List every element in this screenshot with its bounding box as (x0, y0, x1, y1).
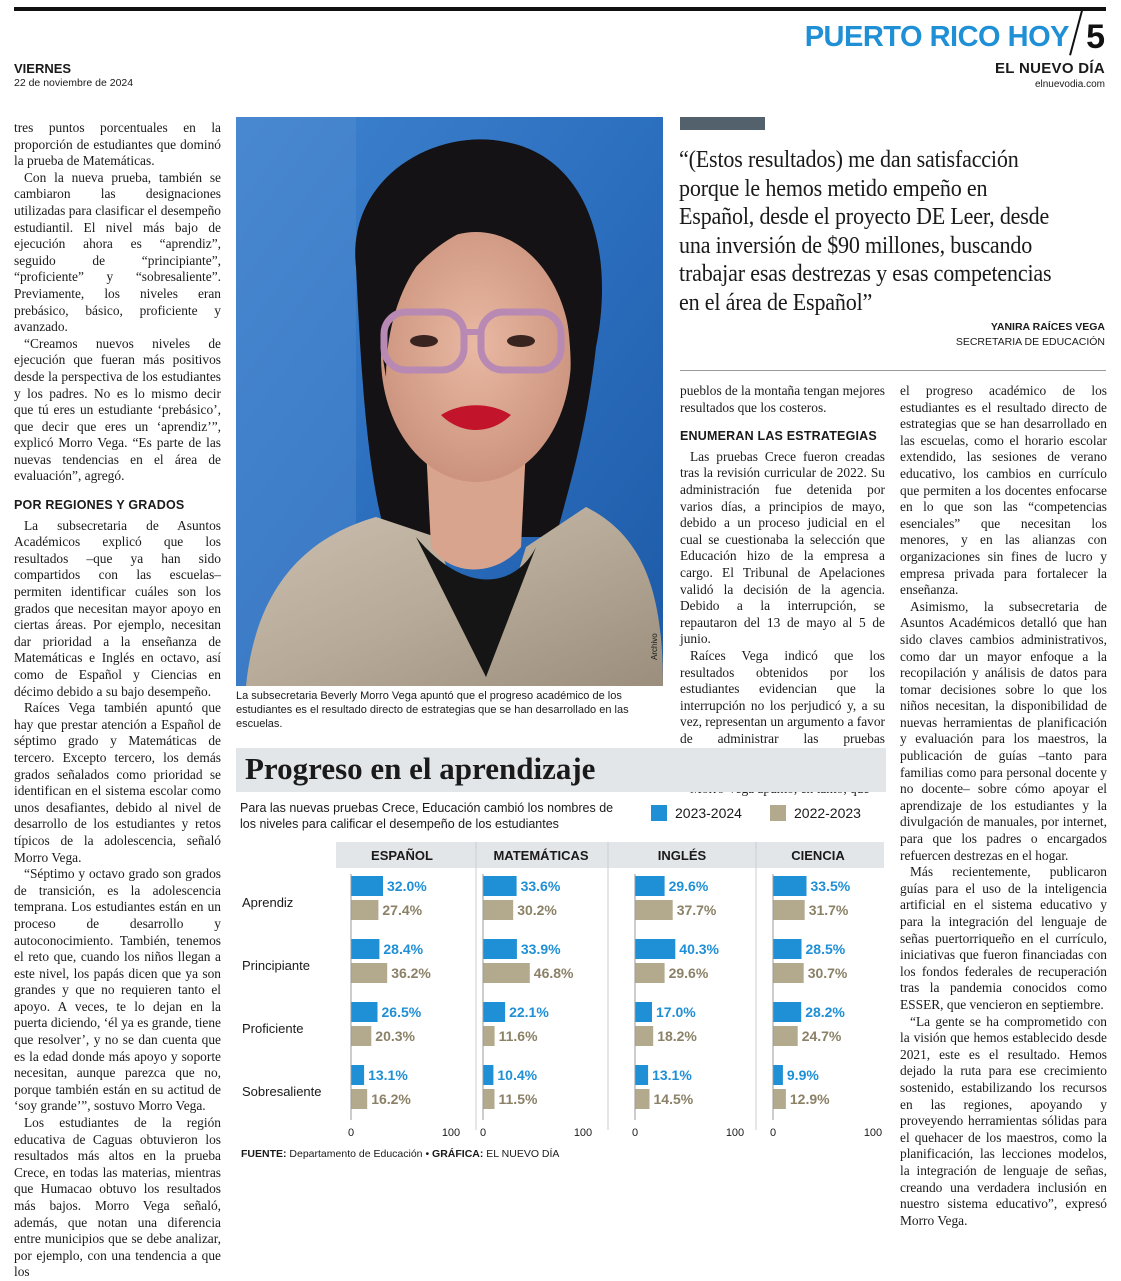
tick-label: 100 (441, 1127, 461, 1139)
bullet: • (425, 1148, 430, 1160)
source-value: Departamento de Educación (289, 1148, 423, 1160)
bar (351, 1089, 367, 1109)
graphic-label: GRÁFICA: (432, 1148, 484, 1160)
paragraph: Raíces Vega indicó que los resultados obtenidos por los estudiantes evidencian que la interrupción no los perjudicó y, a su vez, representan un argumento a favor de administrar las pruebas (680, 647, 885, 746)
legend-swatch (651, 805, 667, 821)
photo-caption: La subsecretaria Beverly Morro Vega apuntó que el progreso académico de los estudiantes es el resultado directo de estrategias que se han desarrollado en las escuelas. (236, 690, 629, 730)
data-label: 27.4% (382, 902, 423, 918)
bar (483, 900, 513, 920)
data-label: 29.6% (668, 878, 709, 894)
bar (351, 1026, 371, 1046)
data-label: 22.1% (509, 1004, 549, 1020)
data-label: 36.2% (391, 965, 431, 981)
paragraph: Los estudiantes de la región educativa de Caguas obtuvieron los resultados más altos en la prueba Crece, en todas las materias, mientras que Humacao obtuvo los resultados más bajos. Morro Vega señaló, además, que notan una diferencia entre municipios que se debe analizar, por ejemplo, con una tendencia a que los (14, 1115, 221, 1280)
bar (773, 1026, 798, 1046)
data-label: 10.4% (497, 1067, 538, 1083)
level-label: Proficiente (242, 1021, 304, 1036)
bar (773, 1089, 786, 1109)
bar (773, 939, 802, 959)
paragraph: Con la nueva prueba, también se cambiaron las designaciones utilizadas para clasificar el desempeño estudiantil. El nivel más bajo de ejecución ahora es “aprendiz”, seguido de “principiante”, “proficiente” y “sobresaliente”. Previamente, los niveles eran prebásico, básico, proficiente y avanzado. (14, 169, 221, 335)
bar (773, 963, 804, 983)
data-label: 11.5% (498, 1091, 538, 1107)
level-label: Principiante (242, 958, 310, 973)
data-label: 46.8% (533, 965, 574, 981)
subject-header: MATEMÁTICAS (493, 848, 589, 863)
data-label: 33.5% (810, 878, 851, 894)
section-title: PUERTO RICO HOY (804, 21, 1069, 53)
data-label: 13.1% (652, 1067, 692, 1083)
masthead-rule (14, 7, 1106, 11)
bar (351, 1002, 378, 1022)
bar (635, 900, 673, 920)
data-label: 30.2% (517, 902, 557, 918)
bar (635, 1089, 650, 1109)
bar (773, 876, 807, 896)
bar (483, 1065, 493, 1085)
pull-quote: “(Estos resultados) me dan satisfacción porque le hemos metido empeño en Español, desde el proyecto DE Leer, desde una inversión de $90 millones, buscando trabajar esas destrezas y esas competencias en el área de Español” (679, 146, 1052, 316)
article-column-3 (680, 383, 885, 797)
chart-title: Progreso en el aprendizaje (245, 751, 596, 786)
article-column-4 (900, 383, 1107, 1229)
source-label: FUENTE: (241, 1148, 287, 1160)
data-label: 40.3% (679, 941, 720, 957)
data-label: 28.5% (805, 941, 846, 957)
data-label: 24.7% (801, 1028, 842, 1044)
subheading: ENUMERAN LAS ESTRATEGIAS (680, 429, 877, 444)
quote-divider (680, 370, 1106, 371)
subject-header: CIENCIA (791, 848, 845, 863)
subject-header: ESPAÑOL (371, 848, 433, 863)
photo-credit: Archivo (650, 633, 659, 660)
page-number: 5 (1086, 18, 1105, 56)
article-column-1 (14, 120, 221, 1281)
tick-label: 0 (347, 1127, 355, 1139)
bar (773, 900, 805, 920)
header-slash (1069, 11, 1083, 56)
bar (351, 900, 378, 920)
tick-label: 100 (863, 1127, 883, 1139)
data-label: 16.2% (371, 1091, 411, 1107)
bar (351, 1065, 364, 1085)
newspaper-url[interactable]: elnuevodia.com (1034, 79, 1105, 90)
bar (351, 876, 383, 896)
date: 22 de noviembre de 2024 (14, 77, 134, 89)
data-label: 32.0% (387, 878, 427, 894)
bar (635, 1026, 653, 1046)
bar (483, 1026, 495, 1046)
paragraph: pueblos de la montaña tengan mejores resultados que los costeros. (680, 383, 885, 415)
weekday: VIERNES (14, 61, 72, 76)
bar (773, 1065, 783, 1085)
legend-2022-2023 (770, 805, 861, 821)
bar (483, 1002, 505, 1022)
bar (351, 963, 387, 983)
subject-header: INGLÉS (657, 848, 707, 863)
legend-label: 2023-2024 (675, 805, 742, 821)
chart-source (241, 1148, 559, 1160)
data-label: 29.6% (668, 965, 709, 981)
quote-accent-bar (680, 117, 765, 130)
paragraph: Raíces Vega también apuntó que hay que prestar atención a Español de séptimo grado y Matemáticas de tercero. Excepto tercero, los demás grados señalados como prioridad se identifican en el sistema escolar como unos desafiantes, debido al nivel de desarrollo de los estudiantes y retos típicos de la adolescencia, señaló Morro Vega. (14, 700, 221, 865)
paragraph: el progreso académico de los estudiantes es el resultado directo de estrategias que se han desarrollado en las escuelas, como el horario escolar extendido, las sesiones de verano educativo, los cambios en currículo que permiten a los docentes enfocarse en lo que son las “competencias esenciales” que necesitan los menores, y en las alianzas con organizaciones sin fines de lucro y empresa privada para fortalecer la enseñanza. (900, 383, 1107, 598)
data-label: 20.3% (375, 1028, 416, 1044)
data-label: 28.2% (805, 1004, 845, 1020)
bar-chart (236, 838, 886, 1148)
quote-author-role: SECRETARIA DE EDUCACIÓN (955, 336, 1105, 348)
bar (635, 1065, 648, 1085)
paragraph: La subsecretaria de Asuntos Académicos explicó que los resultados –que ya han sido compartidos con las escuelas– permiten identificar cuáles son los grados que necesitan mayor apoyo en ciertas áreas. Por ejemplo, necesitan dar prioridad a la enseñanza de Matemáticas e Inglés en octavo, así como de Español y Ciencias en décimo debido a su bajo desempeño. (14, 517, 221, 699)
data-label: 37.7% (676, 902, 717, 918)
bar (483, 1089, 495, 1109)
quote-author: YANIRA RAÍCES VEGA (990, 321, 1105, 333)
data-label: 30.7% (807, 965, 848, 981)
data-label: 26.5% (381, 1004, 422, 1020)
paragraph: Asimismo, la subsecretaria de Asuntos Académicos detalló que han sido claves cambios administrativos, como dar un mayor enfoque a la recopilación y análisis de datos para tomar decisiones sobre lo que los niños necesitan, la disponibilidad de nuevas herramientas de planificación y evaluación para los maestros, la publicación de guías –tanto para familias como para personal docente y no docente– sobre cómo apoyar el aprendizaje de los estudiantes y la divulgación de manuales, por internet, para que los padres o encargados refuercen destrezas en el hogar. (900, 598, 1107, 863)
bar (635, 939, 675, 959)
portrait-photo (236, 117, 663, 686)
data-label: 9.9% (786, 1067, 819, 1083)
paragraph: Las pruebas Crece fueron creadas tras la revisión curricular de 2022. Su administración fue detenida por varios días, a principios de mayo, debido a un proceso judicial en el cual se cuestionaba la selección que Educación hizo de la empresa a cargo. El Tribunal de Apelaciones validó la decisión de la agencia. Debido a la interrupción, se repautaron del 13 de mayo al 5 de junio. (680, 448, 885, 647)
paragraph: “Séptimo y octavo grado son grados de transición, es la adolescencia temprana. Los estudiantes están en un proceso de desarrollo y autoconocimiento. También, tenemos el reto que, cuando los niños llegan a este nivel, los papás dicen que ya son grandes y que no requieren tanto el apoyo. A veces, te lo dejan en la puerta diciendo, ‘él ya es grande, tiene que resolver’, y no se dan cuenta que es la edad donde más apoyo y soporte necesitan, aunque parezca que no, porque también están en su actitud de ‘soy grande’”, sostuvo Morro Vega. (14, 866, 221, 1114)
bar (635, 876, 665, 896)
tick-label: 0 (631, 1127, 639, 1139)
tick-label: 100 (725, 1127, 745, 1139)
data-label: 28.4% (383, 941, 424, 957)
paragraph: tres puntos porcentuales en la proporción de estudiantes que dominó la prueba de Matemáticas. (14, 120, 221, 169)
bar (635, 963, 665, 983)
paragraph: Más recientemente, publicaron guías para el uso de la inteligencia artificial en el sistema educativo y para la integración del lenguaje de señas puertorriqueño en el currículo, iniciativas que fueron financiadas con los fondos federales de recuperación tras la pandemia conocidos como ESSER, que vencieron en septiembre. (900, 864, 1107, 1012)
data-label: 18.2% (657, 1028, 697, 1044)
bar (483, 939, 517, 959)
bar (351, 939, 379, 959)
data-label: 14.5% (653, 1091, 694, 1107)
newspaper-name: EL NUEVO DÍA (994, 60, 1105, 77)
chart-subtitle: Para las nuevas pruebas Crece, Educación cambió los nombres de los niveles para calificar el desempeño de los estudiantes (240, 801, 614, 831)
portrait-illustration (236, 117, 663, 686)
tick-label: 0 (479, 1127, 487, 1139)
legend-2023-2024 (651, 805, 742, 821)
subheading: POR REGIONES Y GRADOS (14, 498, 185, 513)
data-label: 17.0% (656, 1004, 696, 1020)
level-label: Aprendiz (242, 895, 294, 910)
bar (635, 1002, 652, 1022)
legend-label: 2022-2023 (794, 805, 861, 821)
bar (483, 876, 517, 896)
data-label: 11.6% (498, 1028, 538, 1044)
level-label: Sobresaliente (242, 1084, 322, 1099)
paragraph: “La gente se ha comprometido con la visión que hemos establecido desde 2021, este es el resultado. Hemos dejado la ruta para ese crecimiento sostenido, estabilizando los recursos en las regiones, apoyando y proveyendo herramientas sólidas para el quehacer de los maestros, como la planificación, las lecciones modelos, la integración de lenguaje de señas, creando una verdadera inclusión en nuestro sistema educativo”, expresó Morro Vega. (900, 1013, 1107, 1228)
data-label: 13.1% (368, 1067, 408, 1083)
data-label: 12.9% (789, 1091, 830, 1107)
graphic-value: EL NUEVO DÍA (486, 1148, 560, 1160)
paragraph: “Creamos nuevos niveles de ejecución que fueran más positivos desde la perspectiva de los estudiantes y los padres. No es lo mismo decir que tú eres un estudiante ‘prebásico’, que decir que eres un ‘aprendiz’”, explicó Morro Vega. “Es parte de las nuevas tendencias en el área de evaluación”, agregó. (14, 335, 221, 484)
tick-label: 0 (769, 1127, 777, 1139)
tick-label: 100 (573, 1127, 593, 1139)
data-label: 33.9% (520, 941, 561, 957)
legend-swatch (770, 805, 786, 821)
data-label: 31.7% (808, 902, 849, 918)
bar (483, 963, 530, 983)
bar (773, 1002, 801, 1022)
data-label: 33.6% (520, 878, 561, 894)
